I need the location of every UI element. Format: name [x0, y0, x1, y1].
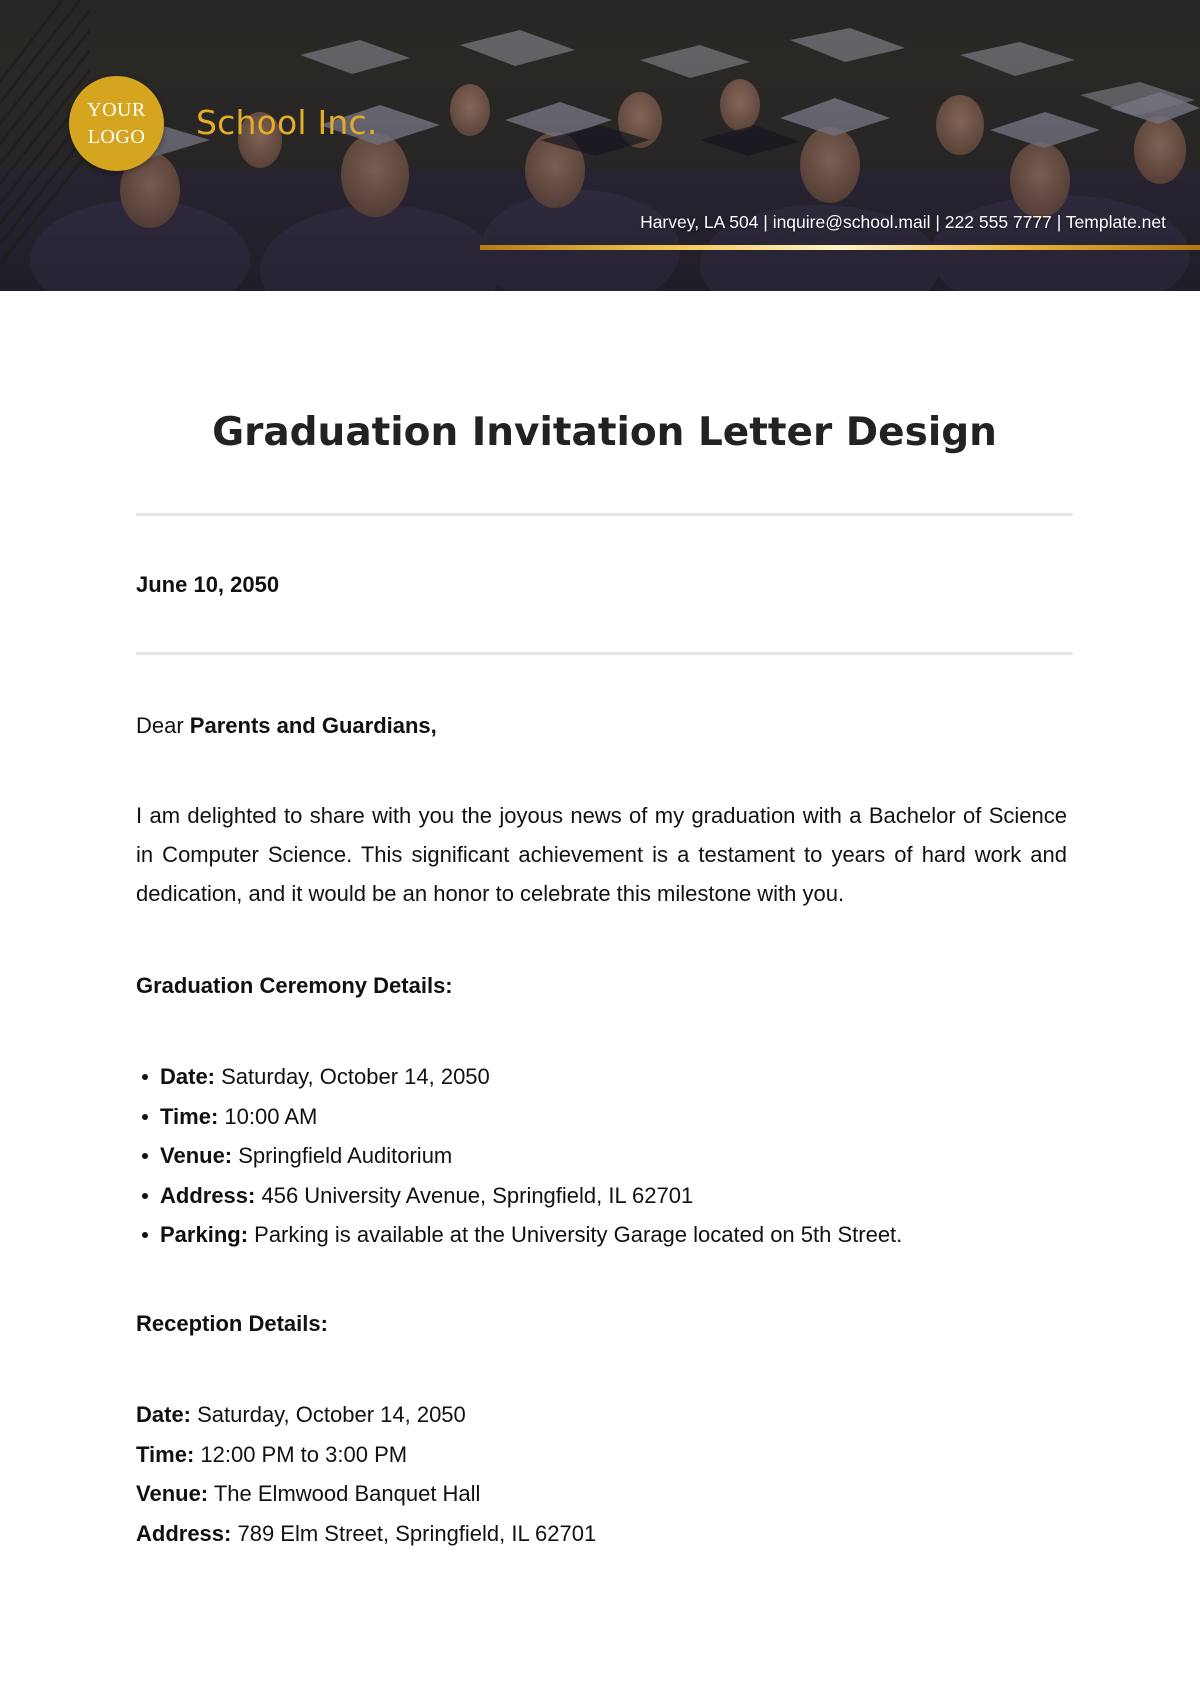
contact-info: Harvey, LA 504 | inquire@school.mail | 222 555 7777 | Template.net: [640, 212, 1166, 232]
detail-label: Parking:: [160, 1222, 249, 1247]
bullet-icon: [142, 1193, 148, 1199]
list-item: [136, 1474, 596, 1514]
list-item: [136, 1435, 596, 1475]
detail-value: The Elmwood Banquet Hall: [208, 1481, 481, 1506]
detail-value: 456 University Avenue, Springfield, IL 62701: [255, 1182, 694, 1208]
ceremony-heading: Graduation Ceremony Details:: [136, 973, 453, 998]
reception-heading: Reception Details:: [136, 1311, 328, 1336]
detail-value: Parking is available at the University Garage located on 5th Street.: [248, 1222, 903, 1247]
list-item: [136, 1097, 902, 1137]
list-item: [136, 1395, 596, 1435]
letter-date: June 10, 2050: [136, 572, 280, 597]
company-name: School Inc.: [196, 103, 378, 142]
detail-label: Time:: [160, 1103, 219, 1129]
divider: [136, 513, 1073, 516]
detail-value: 12:00 PM to 3:00 PM: [194, 1441, 408, 1467]
detail-label: Address:: [160, 1182, 256, 1208]
logo-text-line2: LOGO: [87, 125, 146, 148]
list-item: [136, 1136, 902, 1176]
detail-value: 789 Elm Street, Springfield, IL 62701: [231, 1520, 597, 1546]
bullet-icon: [142, 1074, 148, 1080]
detail-label: Time:: [136, 1441, 195, 1467]
list-item: [136, 1176, 902, 1216]
list-item: [136, 1215, 902, 1255]
detail-label: Venue:: [160, 1143, 233, 1168]
salutation: [136, 713, 437, 739]
document-title: Graduation Invitation Letter Design: [212, 410, 997, 455]
bullet-icon: [142, 1153, 148, 1159]
ceremony-details-list: [136, 1057, 902, 1255]
detail-value: Springfield Auditorium: [232, 1143, 453, 1168]
detail-value: 10:00 AM: [218, 1103, 318, 1129]
detail-label: Date:: [136, 1402, 192, 1427]
bullet-icon: [142, 1232, 148, 1238]
detail-label: Date:: [160, 1064, 216, 1089]
list-item: [136, 1514, 596, 1554]
detail-value: Saturday, October 14, 2050: [215, 1064, 490, 1089]
detail-label: Venue:: [136, 1481, 209, 1506]
header-banner: [0, 0, 1200, 291]
logo-text-line1: YOUR: [87, 98, 146, 121]
salutation-recipient: Parents and Guardians,: [189, 713, 437, 738]
divider: [136, 652, 1073, 655]
salutation-prefix: Dear: [136, 713, 190, 738]
bullet-icon: [142, 1114, 148, 1120]
detail-label: Address:: [136, 1520, 232, 1546]
detail-value: Saturday, October 14, 2050: [191, 1402, 466, 1427]
list-item: [136, 1057, 902, 1097]
gold-accent-rule: [480, 245, 1200, 250]
reception-details-list: [136, 1395, 596, 1553]
body-paragraph: I am delighted to share with you the joyous news of my graduation with a Bachelor of Science in Computer Science. This significant achievement is a testament to years of hard work and dedication, and it would be an honor to celebrate this milestone with you.: [136, 803, 1067, 906]
logo-badge: [69, 76, 164, 171]
